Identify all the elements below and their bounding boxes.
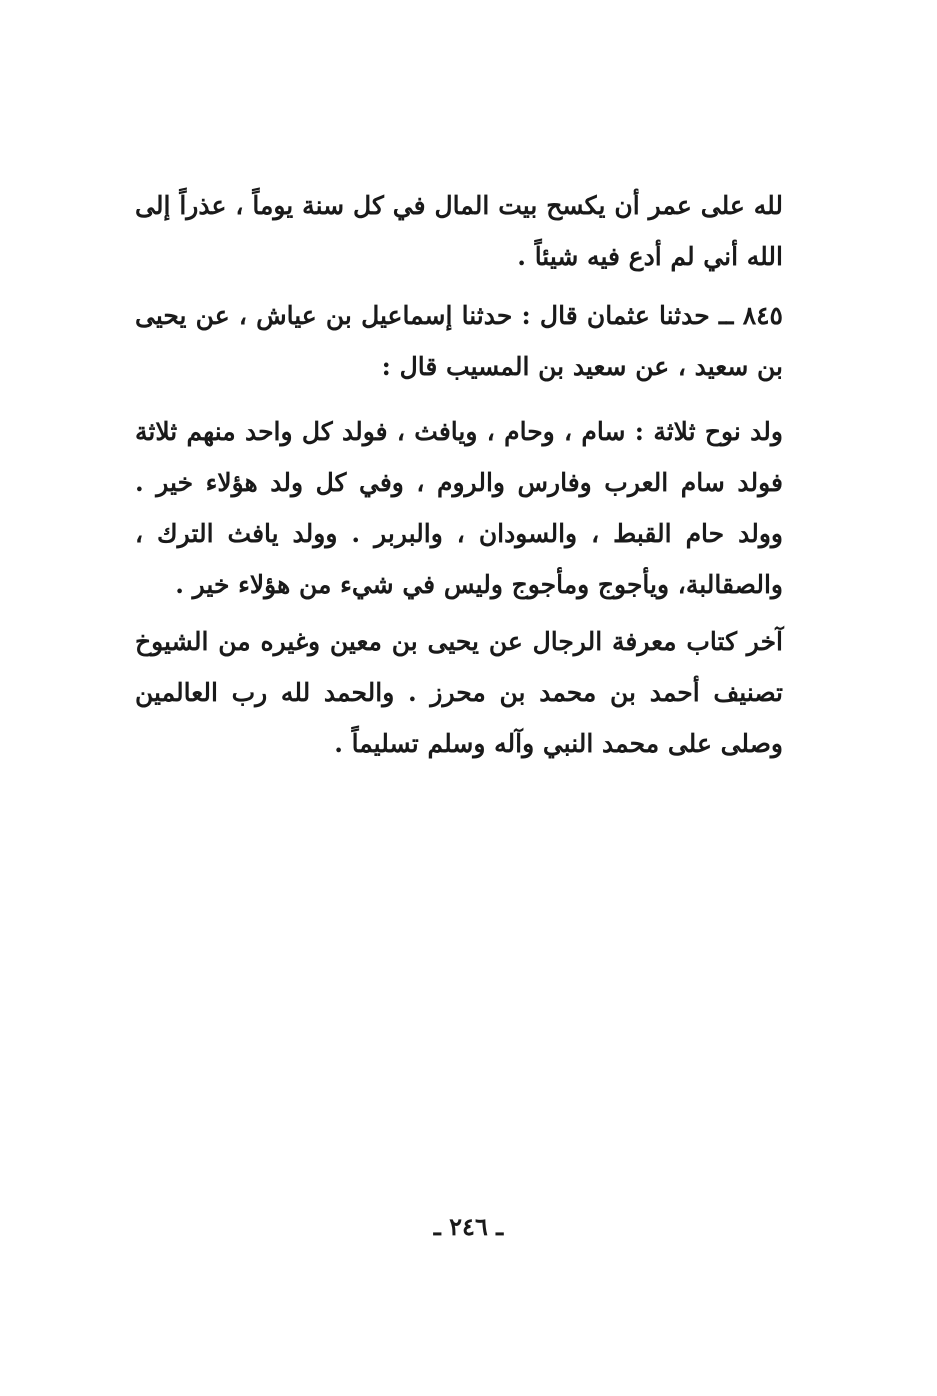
page-number: ـ ٢٤٦ ـ (433, 1212, 504, 1241)
paragraph-hadith-845-text: ولد نوح ثلاثة : سام ، وحام ، ويافث ، فولد كل واحد منهم ثلاثة فولد سام العرب وفارس والروم ، وفي كل ولد هؤلاء خير . وولد حام القبط ، والسودان ، والبربر . وولد يافث الترك ، والصقالبة، ويأجوج ومأجوج وليس في شيء من هؤلاء خير . (135, 417, 783, 599)
paragraph-ending: لله على عمر أن يكسح بيت المال في كل سنة يوماً ، عذراً إلى الله أني لم أدع فيه شيئاً . (135, 191, 783, 271)
paragraph-colophon: آخر كتاب معرفة الرجال عن يحيى بن معين وغيره من الشيوخ تصنيف أحمد بن محمد بن محرز . والحمد لله رب العالمين وصلى على محمد النبي وآله وسلم تسليماً . (135, 627, 783, 758)
paragraph-hadith-845-chain: ٨٤٥ ــ حدثنا عثمان قال : حدثنا إسماعيل بن عياش ، عن يحيى بن سعيد ، عن سعيد بن المسيب قال : (135, 301, 783, 381)
